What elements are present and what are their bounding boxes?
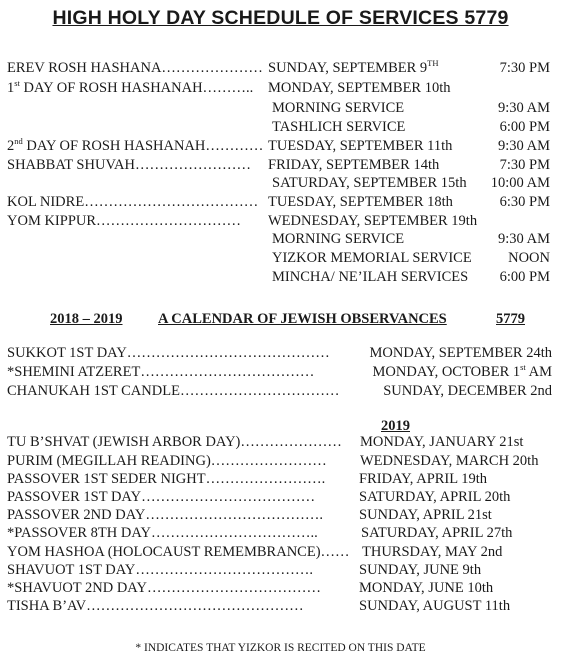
service-day [268, 156, 439, 174]
leader-dots: …………………… [210, 453, 327, 469]
observance-date: MONDAY, JUNE 10th [359, 580, 494, 596]
observance-name-text: PURIM (MEGILLAH READING) [7, 453, 211, 469]
leader-dots: ……….. [202, 80, 254, 96]
calendar-years [50, 310, 123, 328]
leader-dots: …………………………………… [126, 345, 330, 361]
leader-dots: ……………………………… [84, 194, 259, 210]
leader-dots: ………………………… [96, 213, 242, 229]
observance-date: SATURDAY, APRIL 20th [359, 489, 511, 505]
service-day-text: MORNING SERVICE [272, 231, 405, 247]
observance-name-text: SUKKOT 1ST DAY [7, 345, 127, 361]
observance-date-text: MONDAY, OCTOBER 1 [372, 364, 521, 380]
service-day [268, 212, 477, 230]
leader-dots: …………………………… [179, 383, 340, 399]
service-day-text: SUNDAY, SEPTEMBER 9 [268, 60, 428, 76]
service-name-ordinal: 2 [7, 138, 15, 154]
service-name-text: DAY OF ROSH HASHANAH [22, 138, 206, 154]
observance-date [370, 344, 553, 362]
service-name-text: YOM KIPPUR [7, 213, 97, 229]
service-day [272, 249, 472, 267]
service-day [268, 193, 453, 211]
observance-date: FRIDAY, APRIL 19th [359, 471, 487, 487]
footnote: * INDICATES THAT YIZKOR IS RECITED ON THIS DATE [135, 642, 426, 654]
page-title: HIGH HOLY DAY SCHEDULE OF SERVICES 5779 [52, 7, 509, 29]
leader-dots: ………………… [161, 60, 263, 76]
observance-name [7, 470, 325, 488]
observance-date: SUNDAY, AUGUST 11th [359, 598, 511, 614]
observance-name-text: *PASSOVER 8TH DAY [7, 525, 151, 541]
service-name [7, 212, 241, 230]
service-day [272, 118, 405, 136]
service-name-ordinal-suffix: st [14, 78, 20, 89]
observance-date: SUNDAY, JUNE 9th [359, 562, 482, 578]
observance-name [7, 433, 342, 451]
service-day-text: YIZKOR MEMORIAL SERVICE [272, 250, 472, 266]
observance-name-text: TU B’SHVAT (JEWISH ARBOR DAY) [7, 434, 241, 450]
service-day [272, 174, 467, 192]
service-name [7, 193, 258, 211]
service-time: 6:30 PM [499, 194, 550, 210]
calendar-title-text: A CALENDAR OF JEWISH OBSERVANCES [158, 311, 447, 327]
service-time: 10:00 AM [490, 175, 550, 191]
observance-date [383, 382, 552, 400]
observance-name [7, 344, 330, 362]
calendar-hebrew-year-text: 5779 [496, 311, 525, 327]
leader-dots: ………… [205, 138, 264, 154]
observance-name-text: SHAVUOT 1ST DAY [7, 562, 136, 578]
leader-dots: ………………… [240, 434, 342, 450]
leader-dots: ……………………………… [146, 580, 321, 596]
leader-dots: …………………… [135, 157, 251, 173]
service-day-text: TUESDAY, SEPTEMBER 18th [268, 194, 453, 210]
leader-dots: ……………………………………… [86, 598, 304, 614]
service-day [272, 230, 404, 248]
observance-name [7, 506, 323, 524]
observance-name [7, 452, 327, 470]
year-heading: 2019 [381, 418, 410, 434]
observance-name-text: PASSOVER 2ND DAY [7, 507, 146, 523]
service-name [7, 59, 263, 77]
observance-name [7, 488, 315, 506]
service-name-text: DAY OF ROSH HASHANAH [19, 80, 203, 96]
service-day [272, 99, 404, 117]
service-name [7, 137, 263, 155]
leader-dots: …… [320, 544, 350, 560]
calendar-years-text: 2018 – 2019 [50, 311, 123, 327]
observance-name-text: YOM HASHOA (HOLOCAUST REMEMBRANCE) [7, 544, 321, 560]
calendar-hebrew-year [496, 310, 525, 328]
service-day-text: TUESDAY, SEPTEMBER 11th [268, 138, 453, 154]
observance-name [7, 524, 318, 542]
service-day-text: WEDNESDAY, SEPTEMBER 19th [268, 213, 478, 229]
observance-name-text: *SHEMINI ATZERET [7, 364, 141, 380]
observance-name-text: CHANUKAH 1ST CANDLE [7, 383, 180, 399]
observance-date-suffix: st [520, 362, 526, 373]
service-time: 6:00 PM [499, 119, 550, 135]
service-day [268, 137, 452, 155]
service-day-suffix: TH [427, 58, 439, 69]
observance-date: WEDNESDAY, MARCH 20th [360, 453, 539, 469]
service-name [7, 79, 253, 97]
observance-date-text: MONDAY, SEPTEMBER 24th [369, 345, 552, 361]
observance-name [7, 561, 313, 579]
service-time: 7:30 PM [499, 157, 550, 173]
service-time: 6:00 PM [499, 269, 550, 285]
observance-name-text: PASSOVER 1ST DAY [7, 489, 142, 505]
service-day-text: MONDAY, SEPTEMBER 10th [268, 80, 451, 96]
observance-name [7, 579, 321, 597]
observance-date [373, 363, 552, 381]
leader-dots: …………………………….. [150, 525, 318, 541]
observance-date-tail: AM [525, 364, 552, 380]
observance-name [7, 597, 304, 615]
service-day [268, 79, 451, 97]
leader-dots: ………………………………. [135, 562, 314, 578]
observance-date: SATURDAY, APRIL 27th [361, 525, 513, 541]
observance-date-text: SUNDAY, DECEMBER 2nd [383, 383, 552, 399]
leader-dots: ……………………………… [141, 489, 316, 505]
service-time: NOON [508, 250, 550, 266]
observance-date: SUNDAY, APRIL 21st [359, 507, 492, 523]
observance-date: MONDAY, JANUARY 21st [360, 434, 524, 450]
service-day-text: MINCHA/ NE’ILAH SERVICES [272, 269, 469, 285]
service-name [7, 156, 251, 174]
service-day-text: SATURDAY, SEPTEMBER 15th [272, 175, 467, 191]
leader-dots: ………………………………. [145, 507, 323, 523]
service-day [268, 59, 438, 77]
observance-name [7, 543, 350, 561]
service-name-ordinal-suffix: nd [14, 136, 23, 147]
service-name-text: EREV ROSH HASHANA [7, 60, 162, 76]
service-time: 9:30 AM [498, 100, 550, 116]
calendar-title [158, 310, 447, 328]
observance-name-text: PASSOVER 1ST SEDER NIGHT [7, 471, 206, 487]
leader-dots: ……………………. [205, 471, 326, 487]
service-time: 9:30 AM [498, 138, 550, 154]
service-day-text: TASHLICH SERVICE [272, 119, 406, 135]
observance-name [7, 382, 339, 400]
service-name-ordinal: 1 [7, 80, 15, 96]
service-name-text: KOL NIDRE [7, 194, 85, 210]
service-time: 7:30 PM [499, 60, 550, 76]
service-day-text: FRIDAY, SEPTEMBER 14th [268, 157, 440, 173]
service-name-text: SHABBAT SHUVAH [7, 157, 135, 173]
observance-date: THURSDAY, MAY 2nd [362, 544, 503, 560]
observance-name-text: TISHA B’AV [7, 598, 87, 614]
service-time: 9:30 AM [498, 231, 550, 247]
observance-name-text: *SHAVUOT 2ND DAY [7, 580, 147, 596]
leader-dots: ……………………………… [140, 364, 315, 380]
service-day-text: MORNING SERVICE [272, 100, 405, 116]
service-day [272, 268, 468, 286]
observance-name [7, 363, 314, 381]
